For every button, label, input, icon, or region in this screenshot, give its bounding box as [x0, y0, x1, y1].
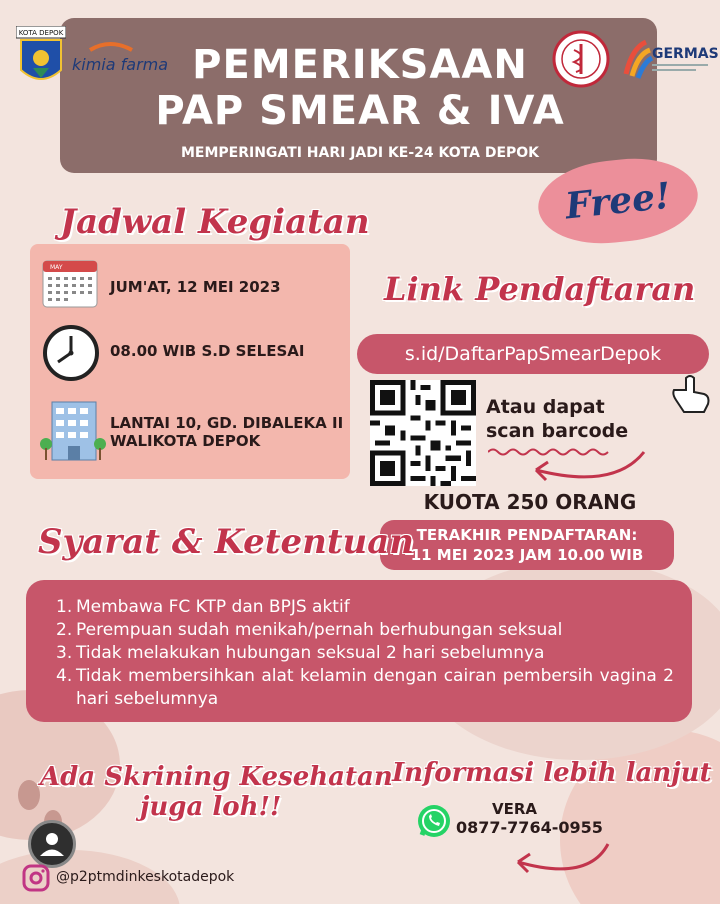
subtitle: MEMPERINGATI HARI JADI KE-24 KOTA DEPOK — [180, 145, 540, 161]
qr-code[interactable] — [370, 380, 476, 486]
contact-name: VERA — [492, 800, 538, 818]
scan-line-1: Atau dapat — [486, 396, 605, 418]
title-line-2: PAP SMEAR & IVA — [155, 88, 565, 134]
building-icon — [40, 398, 106, 462]
clock-icon — [42, 324, 100, 382]
screening-line-1: Ada Skrining Kesehatan — [40, 762, 393, 792]
schedule-place-line-2: WALIKOTA DEPOK — [110, 432, 261, 450]
calendar-icon — [42, 258, 98, 308]
info-title: Informasi lebih lanjut — [392, 758, 712, 788]
requirements-panel — [26, 580, 692, 722]
requirement-item — [56, 665, 674, 711]
quota-text: KUOTA 250 ORANG — [423, 490, 637, 514]
scan-line-2: scan barcode — [486, 420, 629, 442]
curved-arrow-icon — [524, 446, 650, 494]
svg-text:kimia farma: kimia farma — [72, 55, 169, 74]
schedule-date: JUM'AT, 12 MEI 2023 — [110, 278, 281, 296]
schedule-time: 08.00 WIB S.D SELESAI — [110, 342, 305, 360]
deadline-line-2: 11 MEI 2023 JAM 10.00 WIB — [410, 546, 644, 564]
requirement-number: 2. — [56, 620, 73, 640]
requirement-text: Tidak membersihkan alat kelamin dengan cairan pembersih vagina 2 hari sebelumnya — [76, 666, 674, 709]
contact-phone[interactable]: 0877-7764-0955 — [456, 818, 603, 837]
pointing-hand-icon — [668, 372, 714, 416]
bg-dot-1 — [18, 780, 40, 810]
requirement-text: Membawa FC KTP dan BPJS aktif — [76, 597, 350, 617]
deadline-line-1: TERAKHIR PENDAFTARAN: — [416, 526, 638, 544]
screening-line-2: juga loh!! — [140, 792, 282, 822]
requirement-number: 1. — [56, 597, 73, 617]
requirement-text: Tidak melakukan hubungan seksual 2 hari sebelumnya — [76, 643, 545, 663]
requirement-item — [56, 596, 674, 619]
schedule-place-line-1: LANTAI 10, GD. DIBALEKA II — [110, 414, 344, 432]
instagram-icon[interactable] — [22, 864, 50, 892]
schedule-title: Jadwal Kegiatan — [60, 202, 370, 242]
requirement-number: 3. — [56, 643, 73, 663]
registration-link[interactable]: s.id/DaftarPapSmearDepok — [357, 334, 709, 374]
svg-text:GERMAS: GERMAS — [652, 46, 718, 62]
svg-text:MAY: MAY — [50, 264, 63, 271]
curved-arrow-icon — [504, 838, 614, 888]
avatar[interactable] — [28, 820, 76, 868]
free-badge: Free! — [534, 152, 702, 250]
whatsapp-icon[interactable] — [416, 803, 452, 839]
requirement-item — [56, 619, 674, 642]
registration-title: Link Pendaftaran — [384, 270, 696, 308]
svg-text:KOTA DEPOK: KOTA DEPOK — [18, 29, 64, 37]
scan-instruction — [486, 395, 628, 443]
deadline-badge — [380, 520, 674, 570]
requirement-item — [56, 642, 674, 665]
instagram-handle[interactable]: @p2ptmdinkeskotadepok — [56, 869, 235, 885]
requirement-text: Perempuan sudah menikah/pernah berhubungan seksual — [76, 620, 563, 640]
title-line-1: PEMERIKSAAN — [192, 42, 528, 88]
requirements-title: Syarat & Ketentuan — [38, 522, 415, 562]
requirement-number: 4. — [56, 666, 73, 686]
